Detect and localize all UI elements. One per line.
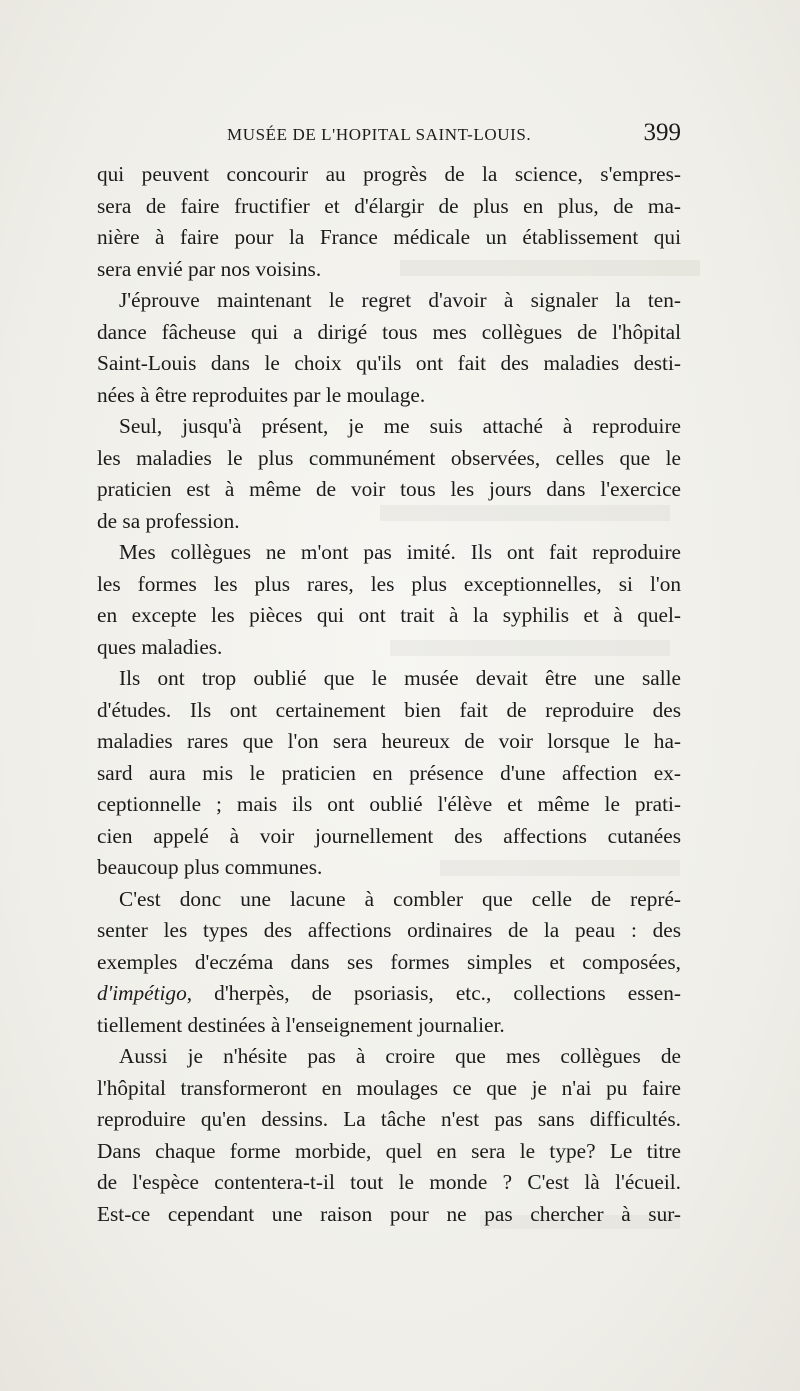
text-line: ques maladies. [97,634,223,659]
text-line: d'études. Ils ont certainement bien fait de reproduire des [97,697,681,722]
text-line: qui peuvent concourir au progrès de la science, s'empres- [97,162,681,186]
running-head: MUSÉE DE L'HOPITAL SAINT-LOUIS. [227,125,532,144]
text-line: l'hôpital transformeront en moulages ce que je n'ai pu faire [97,1075,681,1100]
text-line: en excepte les pièces qui ont trait à la syphilis et à quel- [97,603,681,627]
text-line: de sa profession. [97,508,240,533]
text-line: Ils ont trop oublié que le musée devait être une salle [119,666,681,690]
text-line: Aussi je n'hésite pas à croire que mes collègues de [119,1044,681,1068]
text-line: Est-ce cependant une raison pour ne pas chercher à sur- [97,1201,681,1226]
page-number: 399 [643,119,681,146]
text-line: maladies rares que l'on sera heureux de voir lorsque le ha- [97,729,681,753]
text-line: praticien est à même de voir tous les jours dans l'exercice [97,477,681,501]
text-line: reproduire qu'en dessins. La tâche n'est pas sans difficultés. [97,1107,681,1131]
text-line: ceptionnelle ; mais ils ont oublié l'élève et même le prati- [97,792,681,816]
body-text [97,159,681,1230]
text-line: beaucoup plus communes. [97,855,323,879]
text-line: sera envié par nos voisins. [97,256,322,281]
text-line: dance fâcheuse qui a dirigé tous mes collègues de l'hôpital [97,319,681,344]
text-line: sera de faire fructifier et d'élargir de plus en plus, de ma- [97,193,681,218]
text-line: cien appelé à voir journellement des affections cutanées [97,823,681,848]
text-line-rest: , d'herpès, de psoriasis, etc., collections essen- [186,981,681,1005]
text-line: de l'espèce contentera-t-il tout le monde ? C'est là l'écueil. [97,1170,681,1194]
text-line-with-italic [97,978,681,1010]
text-line: les maladies le plus communément observées, celles que le [97,445,681,470]
page-header [97,119,681,151]
text-line: Saint-Louis dans le choix qu'ils ont fait des maladies desti- [97,351,681,375]
text-line: les formes les plus rares, les plus exceptionnelles, si l'on [97,571,681,596]
text-line: exemples d'eczéma dans ses formes simples et composées, [97,949,681,974]
text-line: nées à être reproduites par le moulage. [97,382,426,407]
text-line: sard aura mis le praticien en présence d'une affection ex- [97,760,681,785]
text-line: J'éprouve maintenant le regret d'avoir à signaler la ten- [119,288,681,312]
text-line: Seul, jusqu'à présent, je me suis attaché à reproduire [119,414,681,438]
text-line: Dans chaque forme morbide, quel en sera le type? Le titre [97,1138,681,1163]
italic-term: d'impétigo [97,981,187,1005]
text-line: Mes collègues ne m'ont pas imité. Ils ont fait reproduire [119,540,681,564]
text-line: senter les types des affections ordinaires de la peau : des [97,918,681,942]
text-line: C'est donc une lacune à combler que celle de repré- [119,886,681,911]
text-line: tiellement destinées à l'enseignement journalier. [97,1012,505,1037]
text-line: nière à faire pour la France médicale un établissement qui [97,225,681,249]
